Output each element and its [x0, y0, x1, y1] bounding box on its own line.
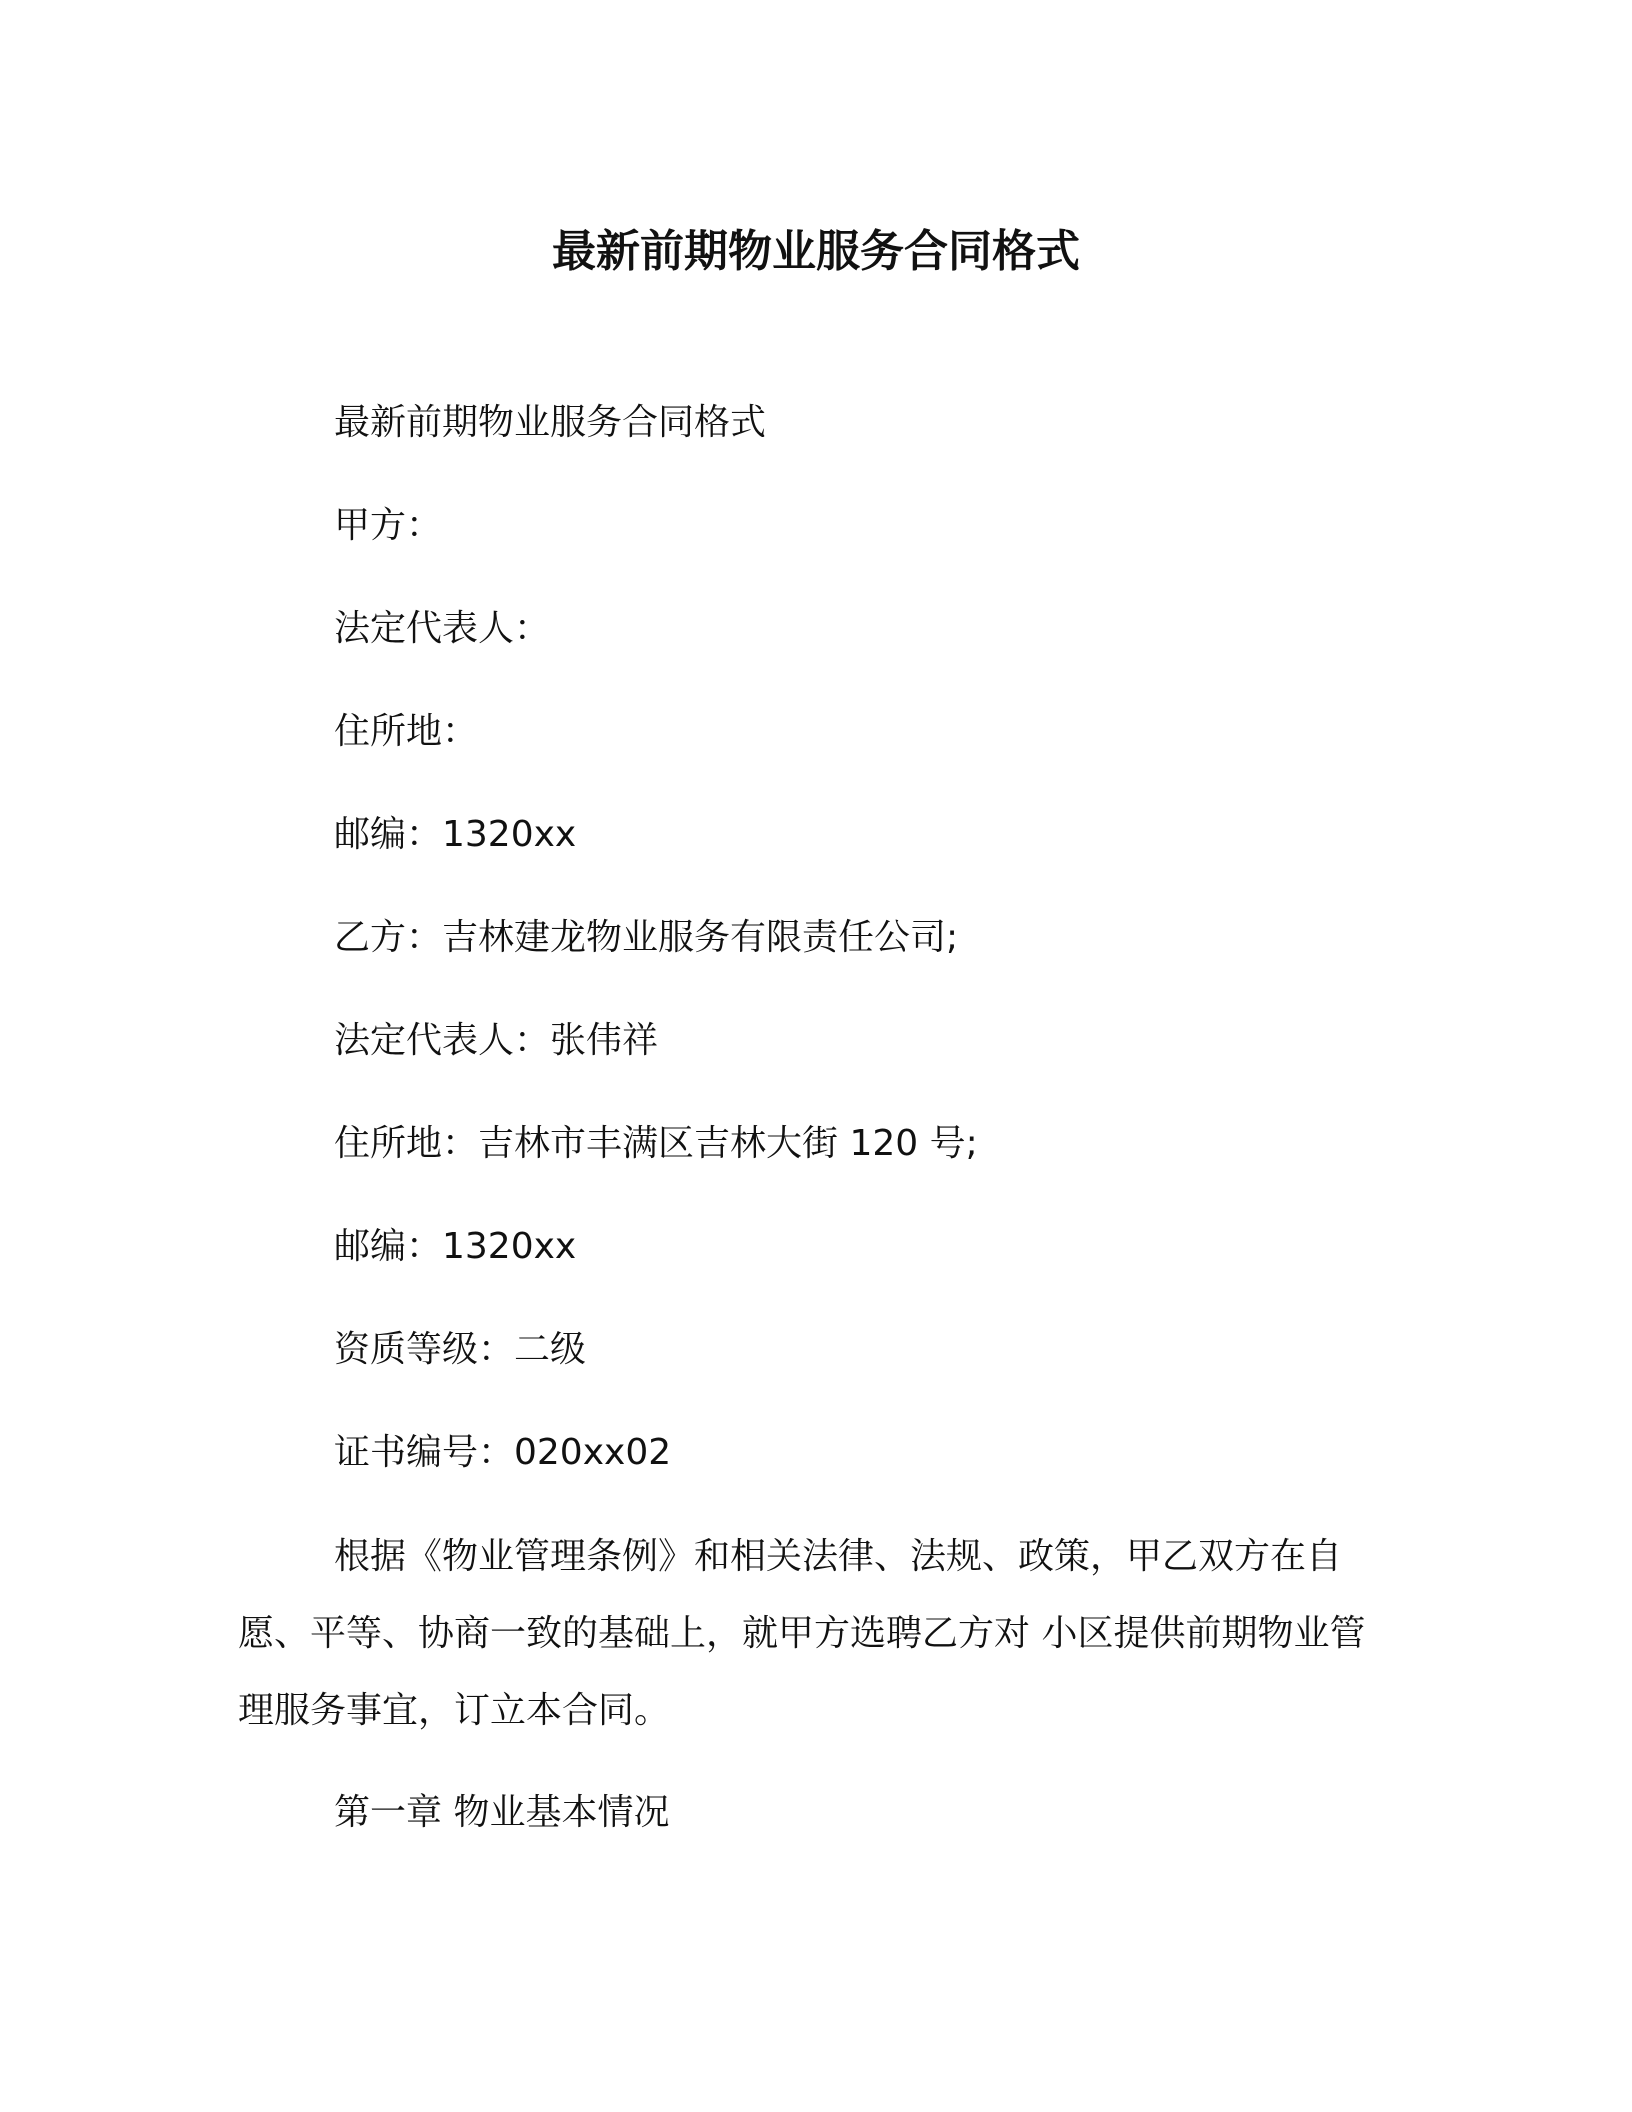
party-b-certificate-number: 证书编号：020xx02	[334, 1432, 672, 1473]
document-title: 最新前期物业服务合同格式	[552, 226, 1080, 277]
party-b-postcode: 邮编：1320xx	[334, 1226, 577, 1267]
party-a-label: 甲方：	[334, 505, 443, 546]
contract-preamble: 根据《物业管理条例》和相关法律、法规、政策，甲乙双方在自愿、平等、协商一致的基础上，就甲方选聘乙方对 小区提供前期物业管理服务事宜，订立本合同。	[238, 1536, 1366, 1731]
party-b-qualification: 资质等级：二级	[334, 1329, 587, 1370]
party-b-name: 乙方：吉林建龙物业服务有限责任公司;	[334, 917, 959, 958]
party-a-address: 住所地：	[334, 711, 479, 752]
party-b-legal-rep: 法定代表人：张伟祥	[334, 1020, 659, 1061]
contract-subtitle: 最新前期物业服务合同格式	[334, 402, 767, 443]
chapter-heading: 第一章 物业基本情况	[334, 1792, 670, 1833]
party-a-legal-rep: 法定代表人：	[334, 608, 551, 649]
party-a-postcode: 邮编：1320xx	[334, 814, 577, 855]
party-b-address: 住所地：吉林市丰满区吉林大街 120 号;	[334, 1123, 978, 1164]
